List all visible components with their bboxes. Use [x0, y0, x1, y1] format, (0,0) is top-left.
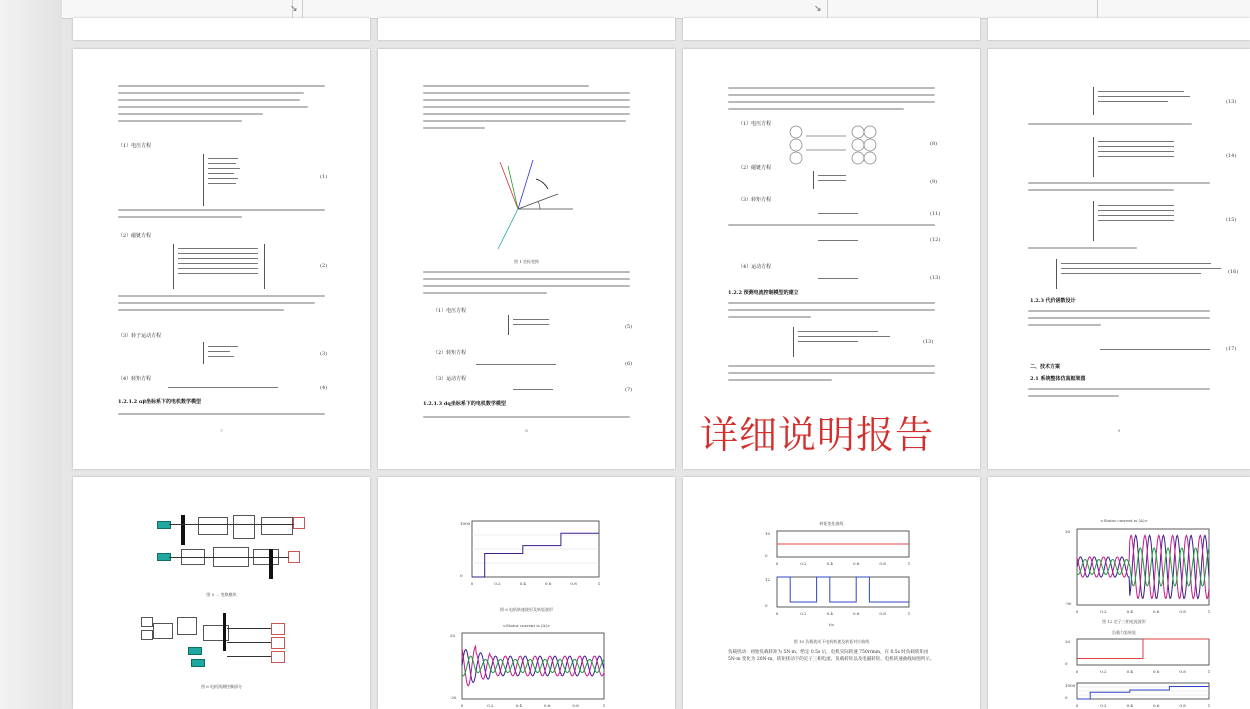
body-text: [378, 85, 675, 134]
body-text: [683, 302, 980, 323]
sub-label: （4）运动方程: [738, 264, 772, 270]
equation-number: (3): [320, 351, 328, 357]
equation-number: (13): [923, 339, 934, 345]
page-thumbnail-prev[interactable]: [988, 18, 1250, 40]
electromagnetic-torque-chart: [763, 573, 913, 617]
equation-line: [476, 364, 556, 365]
page-thumbnail-4[interactable]: [988, 49, 1250, 469]
body-text: [73, 85, 370, 127]
tick-label: 1: [907, 561, 911, 566]
tick-label: 20: [450, 633, 456, 638]
tick-label: 0: [460, 573, 463, 578]
chart-title: 转矩变化曲线: [819, 521, 844, 526]
body-text: [683, 224, 980, 231]
ribbon-separator: [1097, 0, 1098, 18]
equation-line: [1100, 349, 1210, 350]
sub-label: （2）转矩方程: [433, 350, 467, 356]
equation-number: (9): [930, 179, 938, 185]
page-number: 8: [525, 428, 528, 433]
tick-label: 0: [775, 561, 779, 566]
tick-label: 0: [1065, 695, 1068, 700]
speed-response-chart: [1063, 679, 1213, 709]
body-text: [378, 416, 675, 423]
tick-label: 10: [765, 531, 771, 536]
tick-label: 0: [775, 611, 779, 616]
figure-caption: 图 6 电机预测控制部分: [200, 684, 243, 689]
tick-label: 0.2: [1100, 609, 1107, 614]
section-heading: 二、技术方案: [1030, 364, 1061, 370]
tick-label: 20: [1065, 639, 1071, 644]
section-heading: 1.2.1.2 αβ坐标系下的电机数学模型: [118, 399, 202, 405]
equation-line: [818, 240, 858, 241]
torque-chart: [763, 527, 913, 567]
page-thumbnail-6[interactable]: [378, 477, 675, 709]
tick-label: 0: [470, 581, 474, 586]
body-paragraph: 负载扰动：初始负载转矩为 5N·m，给定 0.5s 后，电机实际转速 750r/min，在 0.5s 时负载转矩由 5N·m 变化为 20N·m，转矩扰动下的定子三相电流、负载转矩以及电磁转矩、电机转速曲线如图所示。: [728, 650, 935, 662]
sub-label: （3）转矩方程: [738, 197, 772, 203]
tick-label: 0.4: [1126, 609, 1133, 614]
equation-number: (15): [1226, 217, 1237, 223]
figure-caption: 图 12 定子三相电流波形: [1102, 619, 1146, 624]
equation-line: [818, 278, 858, 279]
tick-label: 0.6: [1153, 669, 1160, 674]
tick-label: 0.6: [853, 561, 860, 566]
page-thumbnail-prev[interactable]: [73, 18, 370, 40]
dialog-launcher-icon[interactable]: ↘: [290, 4, 298, 14]
equation-block: [203, 154, 254, 206]
tick-label: 0.8: [1179, 703, 1186, 708]
section-heading: 1.2.1.3 dq坐标系下的电机数学模型: [423, 401, 506, 407]
equation-number: (17): [1226, 346, 1237, 352]
coordinate-diagram: [478, 154, 578, 254]
tick-label: 0.6: [545, 581, 552, 586]
figure-caption: 图 10 负载扰动下电机转速及转矩对应曲线: [793, 639, 870, 644]
sub-label: （4）转矩方程: [118, 376, 152, 382]
tick-label: 1: [907, 611, 911, 616]
body-text: [378, 271, 675, 299]
equation-block: [813, 171, 854, 189]
equation-block: [203, 342, 254, 364]
equation-number: (12): [930, 237, 941, 243]
speed-chart: [458, 517, 603, 587]
tick-label: 0.8: [572, 703, 579, 708]
tick-label: 0: [1075, 609, 1079, 614]
tick-label: 0.8: [879, 561, 886, 566]
tick-label: 1: [1207, 703, 1211, 708]
equation-matrix: [788, 124, 878, 166]
tick-label: 0.2: [487, 703, 494, 708]
equation-number: (7): [625, 387, 633, 393]
page-thumbnail-prev[interactable]: [378, 18, 675, 40]
equation-number: (6): [625, 361, 633, 367]
left-margin-bar: [0, 0, 62, 709]
sub-label: （2）磁链方程: [738, 165, 772, 171]
equation-number: (16): [1228, 269, 1239, 275]
matrix-equation: [173, 244, 265, 289]
tick-label: 0.8: [1179, 669, 1186, 674]
figure-caption: 图 1 坐标变换: [513, 259, 540, 264]
page-thumbnail-1[interactable]: [73, 49, 370, 469]
equation-block: [508, 315, 559, 335]
page-thumbnail-5[interactable]: [73, 477, 370, 709]
chart-title: <Stator current is (A)>: [1100, 518, 1148, 523]
equation-number: (2): [320, 263, 328, 269]
tick-label: 0.2: [1100, 703, 1107, 708]
section-heading: 1.2.2 预测电流控制模型的建立: [728, 290, 799, 296]
equation-number: (13): [930, 275, 941, 281]
equation-number: (14): [1226, 153, 1237, 159]
tick-label: 0.2: [800, 611, 807, 616]
figure-caption: 图 5 ... 变换模块: [206, 592, 237, 597]
x-axis-label: t/s: [828, 622, 834, 627]
chart-title: 负载力矩转矩: [1112, 630, 1136, 635]
plot-frame: [462, 633, 604, 699]
tick-label: 0: [765, 553, 768, 558]
report-overlay-title: 详细说明报告: [700, 413, 935, 457]
body-text: [988, 123, 1250, 130]
equation-line: [168, 387, 278, 388]
tick-label: 1000: [1065, 683, 1076, 688]
sub-label: （1）电压方程: [433, 308, 467, 314]
tick-label: -30: [1065, 601, 1072, 606]
load-torque-chart: [1063, 635, 1213, 675]
tick-label: 0: [765, 603, 768, 608]
body-text: [683, 87, 980, 115]
tick-label: 0: [460, 703, 464, 708]
tick-label: 0.2: [1100, 669, 1107, 674]
tick-label: 1: [602, 703, 606, 708]
body-text: [73, 295, 370, 316]
stator-current-chart: [448, 629, 608, 709]
tick-label: 30: [1065, 529, 1071, 534]
ribbon-separator: [827, 0, 828, 18]
equation-line: [818, 213, 858, 214]
tick-label: 0.8: [1179, 609, 1186, 614]
equation-number: (1): [320, 174, 328, 180]
equation-block: [1093, 87, 1194, 115]
equation-block: [1093, 137, 1184, 177]
plot-frame: [1077, 529, 1209, 605]
page-thumbnail-8[interactable]: [988, 477, 1250, 709]
equation-number: (4): [320, 385, 328, 391]
tick-label: 0.4: [515, 703, 522, 708]
figure-caption: 图 6 电机转速波形及转矩波形: [499, 607, 554, 612]
equation-number: (8): [930, 141, 938, 147]
tick-label: 0.2: [800, 561, 807, 566]
body-text: [988, 182, 1250, 196]
body-text: [683, 365, 980, 386]
tick-label: 0.4: [1126, 703, 1133, 708]
sub-label: （3）转子运动方程: [118, 333, 162, 339]
tick-label: 0.4: [519, 581, 526, 586]
body-text: [988, 247, 1250, 254]
tick-label: 1000: [460, 521, 471, 526]
tick-label: 0: [1075, 703, 1079, 708]
tick-label: 0.8: [570, 581, 577, 586]
equation-line: [513, 389, 553, 390]
equation-block: [1056, 259, 1227, 289]
page-thumbnail-prev[interactable]: [683, 18, 980, 40]
section-heading: 2.1 系统整体仿真框架图: [1030, 376, 1086, 382]
tick-label: -20: [450, 695, 457, 700]
tick-label: 12: [765, 577, 771, 582]
equation-number: (13): [1226, 99, 1237, 105]
sub-label: （3）运动方程: [433, 376, 467, 382]
sub-label: （2）磁链方程: [118, 233, 152, 239]
section-heading: 1.2.3 代价函数设计: [1030, 298, 1076, 304]
tick-label: 1: [597, 581, 601, 586]
tick-label: 0.6: [544, 703, 551, 708]
toolbar-ribbon: [62, 0, 1250, 19]
ribbon-separator: [302, 0, 303, 18]
sub-label: （1）电压方程: [118, 143, 152, 149]
tick-label: 0.6: [1153, 609, 1160, 614]
body-text: [988, 310, 1250, 331]
page-thumbnail-2[interactable]: [378, 49, 675, 469]
tick-label: 0.2: [494, 581, 501, 586]
tick-label: 0.4: [826, 561, 833, 566]
tick-label: 0.4: [826, 611, 833, 616]
tick-label: 0.6: [853, 611, 860, 616]
tick-label: 0.8: [879, 611, 886, 616]
sub-label: （1）电压方程: [738, 121, 772, 127]
tick-label: 0: [1065, 661, 1068, 666]
equation-block: [1093, 201, 1184, 241]
tick-label: 1: [1207, 669, 1211, 674]
chart-title: <Stator current is (A)>: [502, 623, 551, 628]
tick-label: 0.6: [1153, 703, 1160, 708]
page-number: 7: [220, 428, 223, 433]
page-thumbnail-7[interactable]: [683, 477, 980, 709]
body-text: [73, 209, 370, 223]
stator-current-chart: [1063, 525, 1213, 615]
equation-number: (5): [625, 324, 633, 330]
equation-number: (11): [930, 211, 941, 217]
tick-label: 0.4: [1126, 669, 1133, 674]
tick-label: 0: [1075, 669, 1079, 674]
equation-block: [793, 327, 894, 357]
tick-label: 1: [1207, 609, 1211, 614]
body-text: [73, 413, 370, 420]
dialog-launcher-icon[interactable]: ↘: [814, 4, 822, 14]
body-text: [988, 388, 1250, 402]
page-number: 9: [1117, 428, 1121, 433]
